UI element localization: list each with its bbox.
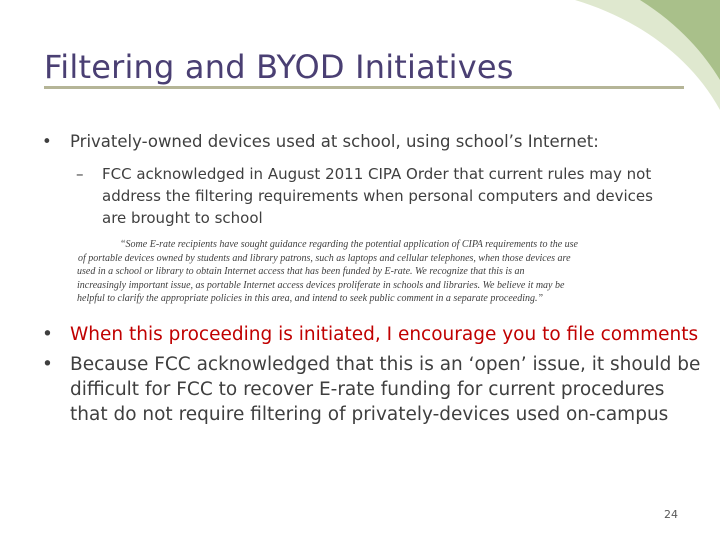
quote-line: helpful to clarify the appropriate policies in this area, and intend to seek public comment in a separate proceeding.” bbox=[77, 293, 544, 304]
quote-line: increasingly important issue, as portable Internet access devices proliferate in schools and libraries. We believe it may be bbox=[77, 279, 565, 291]
slide-title: Filtering and BYOD Initiatives bbox=[44, 48, 514, 86]
sub-bullet-line: address the filtering requirements when personal computers and devices bbox=[102, 187, 653, 205]
bullet-line: difficult for FCC to recover E-rate funding for current procedures bbox=[70, 379, 665, 400]
bullet-mark: • bbox=[42, 324, 53, 345]
title-underline bbox=[44, 86, 684, 89]
quote-line: “Some E-rate recipients have sought guidance regarding the potential application of CIPA requirements to the use bbox=[120, 239, 578, 250]
bullet-text: When this proceeding is initiated, I encourage you to file comments bbox=[70, 324, 699, 345]
sub-bullet-line: are brought to school bbox=[102, 209, 263, 227]
page-number: 24 bbox=[664, 508, 678, 521]
quote-line: of portable devices owned by students and library patrons, such as laptops and cellular telephones, when those devices are bbox=[78, 252, 571, 264]
quote-line: used in a school or library to obtain Internet access that has been funded by E-rate. We recognize that this is an bbox=[77, 266, 525, 277]
bullet-mark: • bbox=[42, 354, 53, 375]
bullet-mark: • bbox=[42, 132, 52, 151]
bullet-line: that do not require filtering of privately-devices used on-campus bbox=[70, 404, 669, 425]
bullet-line: Because FCC acknowledged that this is an ‘open’ issue, it should be bbox=[70, 354, 701, 375]
bullet-text: Privately-owned devices used at school, using school’s Internet: bbox=[70, 132, 599, 151]
dash-mark: – bbox=[76, 165, 84, 183]
sub-bullet-line: FCC acknowledged in August 2011 CIPA Order that current rules may not bbox=[102, 165, 652, 183]
